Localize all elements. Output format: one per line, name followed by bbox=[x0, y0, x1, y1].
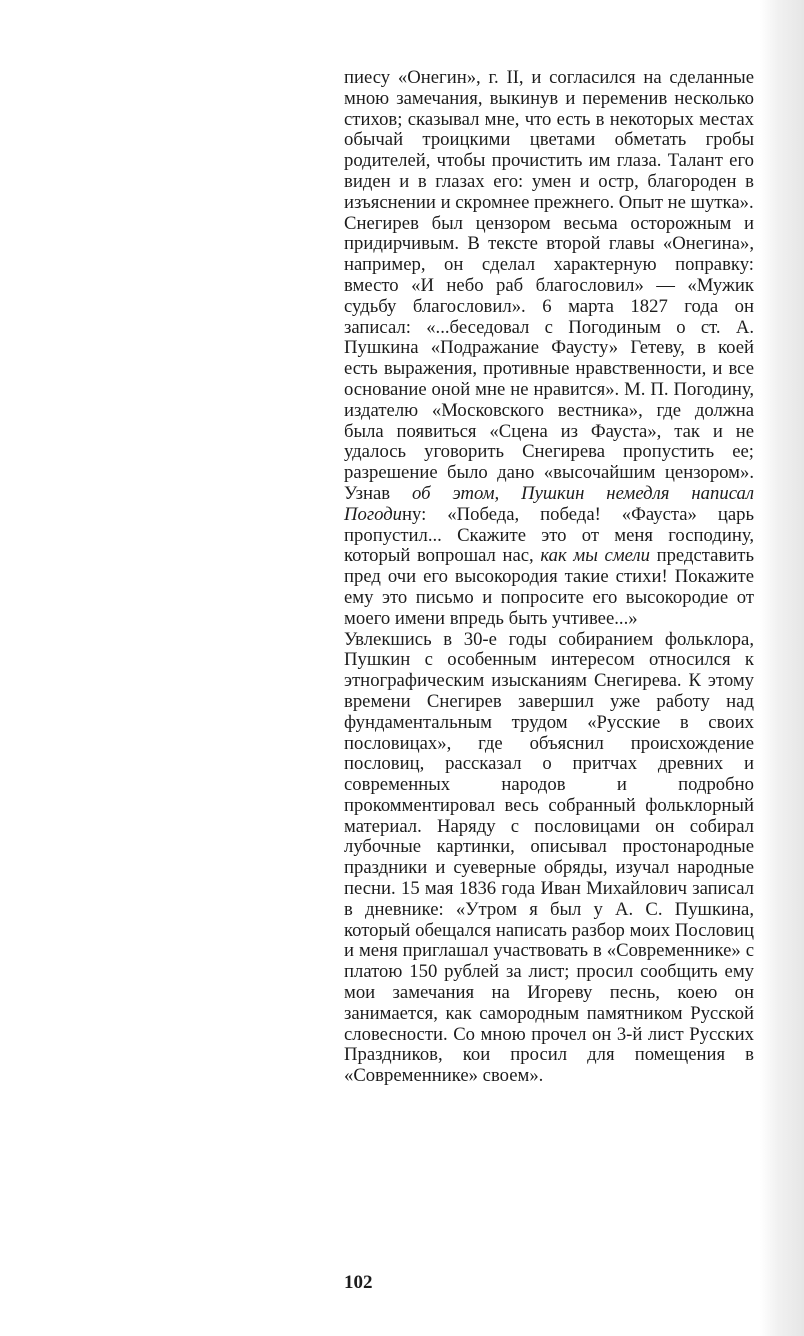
paragraph-2 bbox=[344, 214, 754, 630]
paragraph-1: пиесу «Онегин», г. II, и согласился на сделанные мною замечания, выкинув и переменив несколько стихов; сказывал мне, что есть в некоторых местах обычай троицкими цветами обметать гробы родителей, чтобы прочистить им глаза. Талант его виден и в глазах его: умен и остр, благороден в изъяснении и скромнее прежнего. Опыт не шутка». bbox=[344, 67, 754, 213]
paragraph-3: Увлекшись в 30-е годы собиранием фольклора, Пушкин с особенным интересом относился к этнографическим изысканиям Снегирева. К этому времени Снегирев завершил уже работу над фундаментальным трудом «Русские в своих пословицах», где объяснил происхождение пословиц, рассказал о притчах древних и современных народов и подробно прокомментировал весь собранный фольклорный материал. Наряду с пословицами он собирал лубочные картинки, описывал простонародные праздники и суеверные обряды, изучал народные песни. 15 мая 1836 года Иван Михайлович записал в дневнике: «Утром я был у А. С. Пушкина, который обещался написать разбор моих Пословиц и меня приглашал участвовать в «Современнике» с платою 150 рублей за лист; просил сообщить ему мои замечания на Игореву песнь, коею он занимается, как самородным памятником Русской словесности. Со мною прочел он 3-й лист Русских Праздников, кои просил для помещения в «Современнике» своем». bbox=[344, 628, 754, 1087]
paragraph-2-italic-phrase: как мы смели bbox=[540, 545, 650, 567]
page-number: 102 bbox=[344, 1272, 373, 1293]
paragraph-2-end: представить пред очи его высокородия такие стихи! Покажите ему это письмо и попросите его высокородие от моего имени впредь быть учтивее...» bbox=[344, 545, 754, 629]
page-body bbox=[344, 68, 754, 1087]
paragraph-2-continuation: ну: «Победа, победа! «Фауста» царь пропустил... Скажите это от меня господину, который вопрошал нас, bbox=[344, 503, 754, 567]
paragraph-2-text: Снегирев был цензором весьма осторожным и придирчивым. В тексте второй главы «Онегина», например, он сделал характерную поправку: вместо «И небо раб благословил» — «Мужик судьбу благословил». 6 марта 1827 года он записал: «...беседовал с Погодиным о ст. А. Пушкина «Подражание Фаусту» Гетеву, в коей есть выражения, противные нравственности, и все основание оной мне не нравится». М. П. Погодину, издателю «Московского вестника», где должна была появиться «Сцена из Фауста», так и не удалось уговорить Снегирева пропустить ее; разрешение было дано «высочайшим цензором». Узнав bbox=[344, 212, 754, 504]
page-edge-shadow bbox=[760, 0, 804, 1336]
paragraph-2-italic: об этом, Пушкин немедля написал Погоди bbox=[344, 482, 754, 525]
